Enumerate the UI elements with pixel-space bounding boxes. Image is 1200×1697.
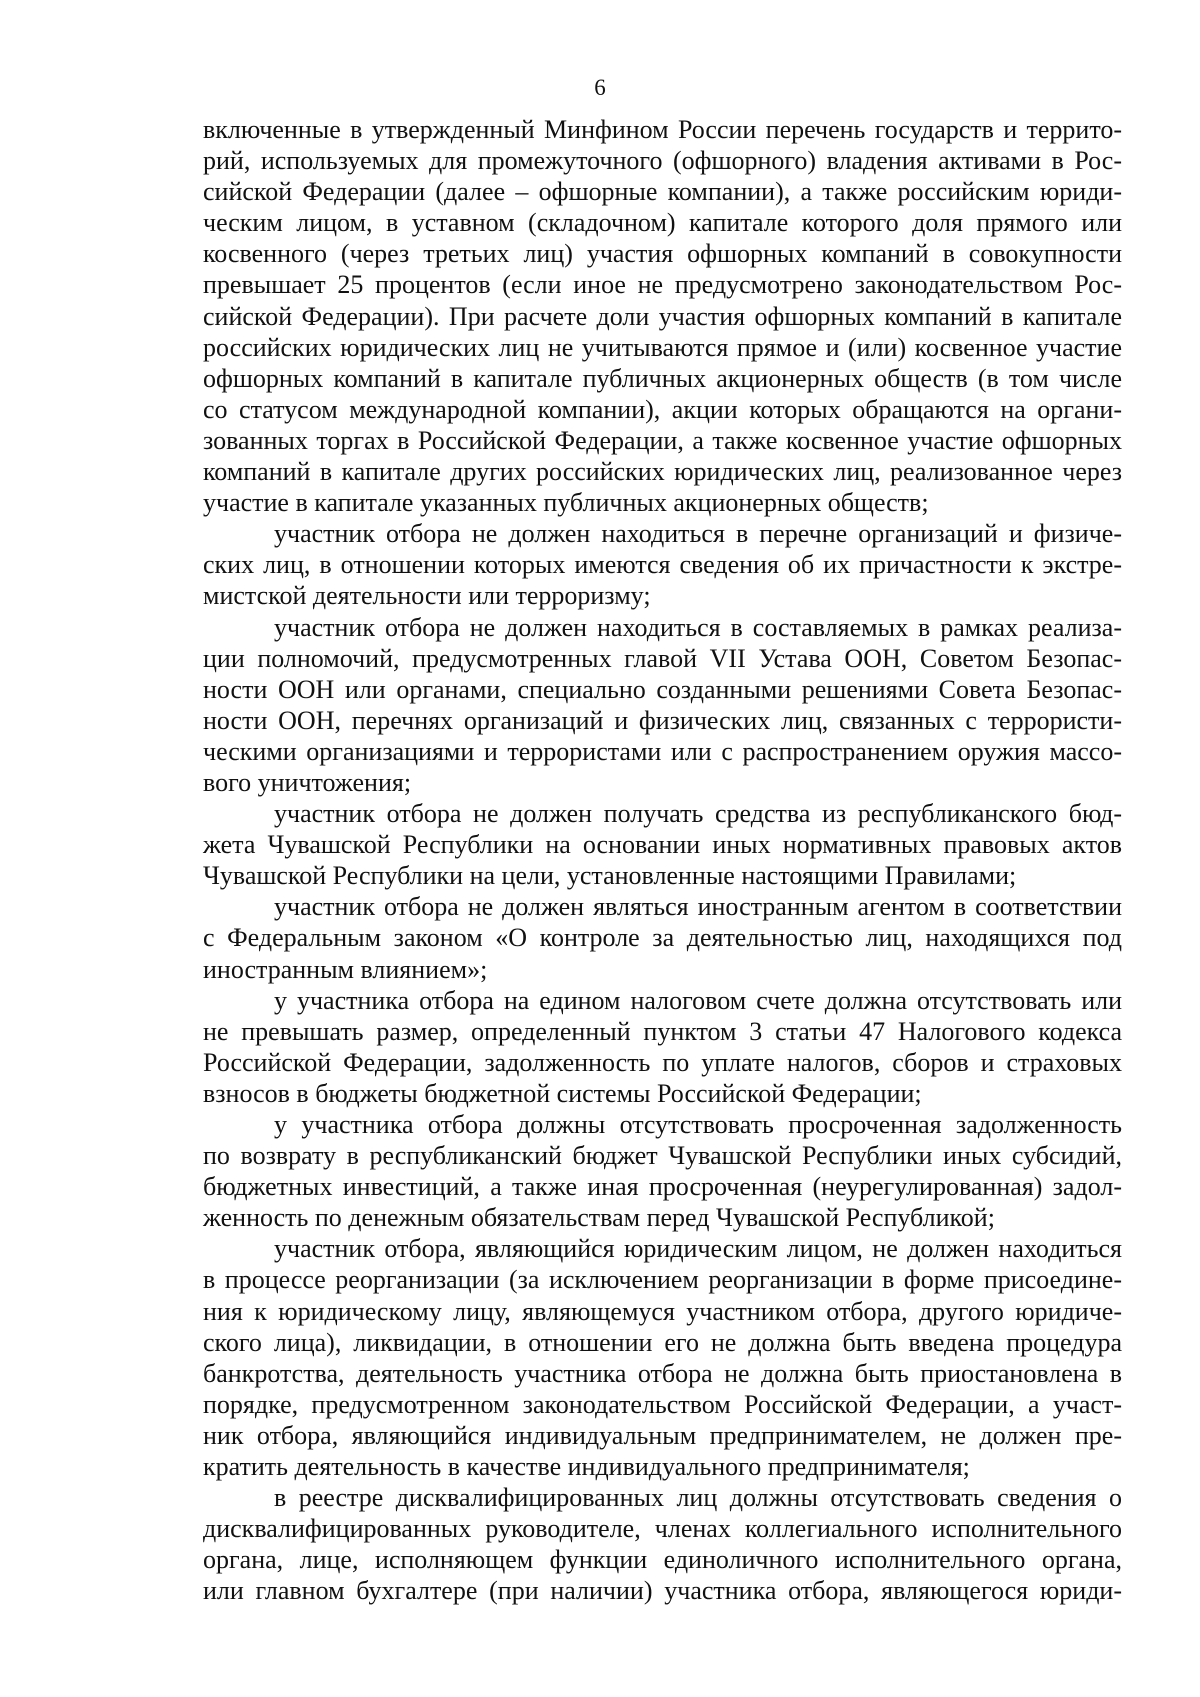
text-line: мистской деятельности или терроризму; [203,581,651,611]
text-line: бюджетных инвестиций, а также иная просроченная (неурегулированная) задол- [203,1172,1122,1202]
text-line: компаний в капитале других российских юридических лиц, реализованное через [203,457,1122,487]
body-text [203,114,1122,1607]
text-line: участие в капитале указанных публичных акционерных обществ; [203,488,929,518]
text-line: у участника отбора должны отсутствовать просроченная задолженность [274,1110,1122,1139]
text-line: зованных торгах в Российской Федерации, а также косвенное участие офшорных [203,425,1122,455]
text-line: или главном бухгалтере (при наличии) участника отбора, являющегося юриди- [203,1576,1122,1606]
text-line: с Федеральным законом «О контроле за деятельностью лиц, находящихся под [203,923,1122,953]
text-line: ния к юридическому лицу, являющемуся участником отбора, другого юридиче- [203,1296,1122,1326]
text-line: в реестре дисквалифицированных лиц должны отсутствовать сведения о [274,1483,1122,1513]
text-line: офшорных компаний в капитале публичных акционерных обществ (в том числе [203,363,1122,393]
text-line: дисквалифицированных руководителе, членах коллегиального исполнительного [203,1514,1122,1544]
text-line: у участника отбора на едином налоговом счете должна отсутствовать или [274,985,1122,1015]
text-line: ции полномочий, предусмотренных главой VII Устава ООН, Советом Безопас- [203,643,1122,673]
text-line: ности ООН или органами, специально созданными решениями Совета Безопас- [203,674,1122,704]
text-line: участник отбора не должен находиться в перечне организаций и физиче- [274,519,1122,549]
text-line: ник отбора, являющийся индивидуальным предпринимателем, не должен пре- [203,1420,1122,1450]
text-line: вого уничтожения; [203,767,412,797]
text-line: ческим лицом, в уставном (складочном) капитале которого доля прямого или [203,208,1122,238]
text-line: сийской Федерации). При расчете доли участия офшорных компаний в капитале [203,301,1122,331]
text-line: Чувашской Республики на цели, установленные настоящими Правилами; [203,861,1017,891]
text-line: рий, используемых для промежуточного (офшорного) владения активами в Рос- [203,146,1122,176]
text-line: участник отбора не должен находиться в составляемых в рамках реализа- [274,612,1122,642]
text-line: российских юридических лиц не учитываются прямое и (или) косвенное участие [203,332,1122,362]
text-line: ности ООН, перечнях организаций и физических лиц, связанных с террористи- [203,705,1122,735]
page-number: 6 [594,75,606,100]
text-line: ческими организациями и террористами или с распространением оружия массо- [203,736,1122,766]
text-line: органа, лице, исполняющем функции единоличного исполнительного органа, [203,1545,1122,1575]
text-line: порядке, предусмотренном законодательством Российской Федерации, а участ- [203,1389,1122,1419]
text-line: со статусом международной компании), акции которых обращаются на органи- [203,394,1122,424]
text-line: иностранным влиянием»; [203,954,488,984]
text-line: кратить деятельность в качестве индивидуального предпринимателя; [203,1452,970,1482]
text-line: участник отбора, являющийся юридическим лицом, не должен находиться [274,1234,1122,1264]
text-line: включенные в утвержденный Минфином России перечень государств и террито- [203,115,1122,144]
text-line: в процессе реорганизации (за исключением реорганизации в форме присоедине- [203,1265,1122,1295]
text-line: банкротства, деятельность участника отбора не должна быть приостановлена в [203,1358,1122,1388]
text-line: ского лица), ликвидации, в отношении его не должна быть введена процедура [203,1327,1122,1357]
text-line: взносов в бюджеты бюджетной системы Российской Федерации; [203,1078,922,1108]
text-line: участник отбора не должен получать средства из республиканского бюд- [274,799,1122,829]
text-line: жета Чувашской Республики на основании иных нормативных правовых актов [203,830,1122,860]
text-line: ских лиц, в отношении которых имеются сведения об их причастности к экстре- [203,550,1122,580]
text-line: косвенного (через третьих лиц) участия офшорных компаний в совокупности [203,239,1122,269]
text-line: Российской Федерации, задолженность по уплате налогов, сборов и страховых [203,1047,1122,1077]
text-line: сийской Федерации (далее – офшорные компании), а также российским юриди- [203,177,1122,207]
text-line: женность по денежным обязательствам перед Чувашской Республикой; [203,1203,995,1233]
text-line: участник отбора не должен являться иностранным агентом в соответствии [274,892,1122,922]
text-line: не превышать размер, определенный пунктом 3 статьи 47 Налогового кодекса [203,1016,1122,1046]
text-line: по возврату в республиканский бюджет Чувашской Республики иных субсидий, [203,1141,1122,1171]
text-line: превышает 25 процентов (если иное не предусмотрено законодательством Рос- [203,270,1122,300]
